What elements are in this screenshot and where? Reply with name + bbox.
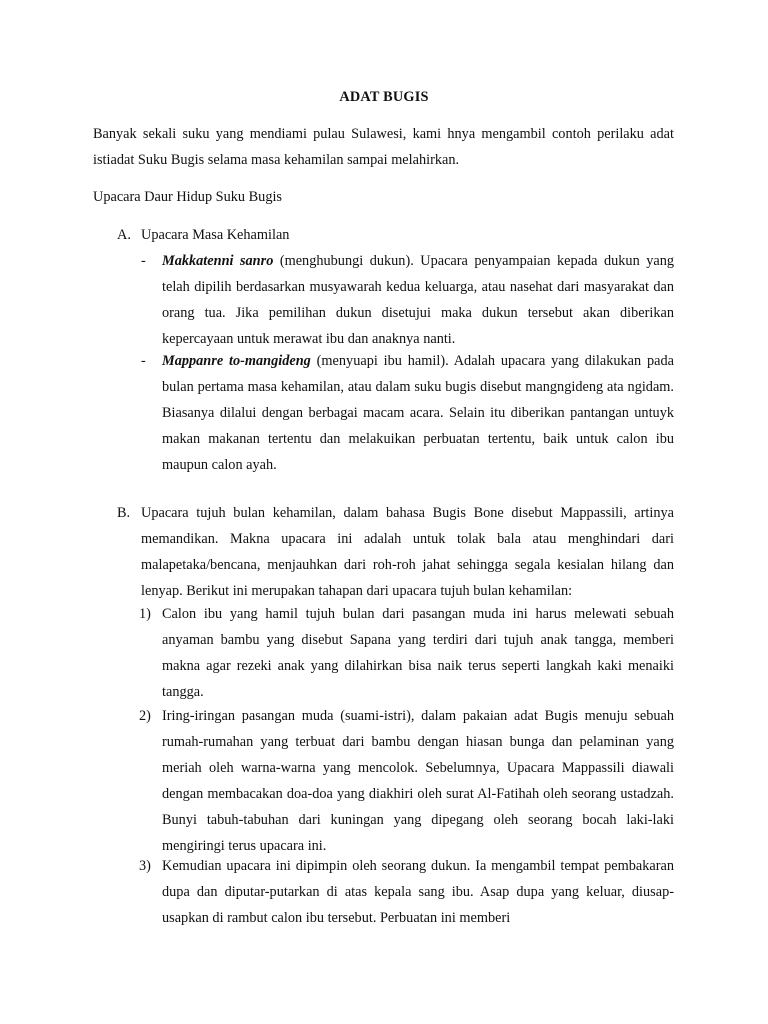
list-item [162,348,674,478]
bullet-dash: - [141,353,146,369]
list-item: Kemudian upacara ini dipimpin oleh seorang dukun. Ia mengambil tempat pembakaran dupa dan diputar-putarkan di atas kepala sang ibu. Asap dupa yang keluar, diusap-usapkan di rambut calon ibu tersebut. Perbuatan ini memberi [162,858,674,926]
step-number: 2) [139,708,151,724]
step-number: 1) [139,606,151,622]
item-text: (menyuapi ibu hamil). Adalah upacara yang dilakukan pada bulan pertama masa kehamilan, atau dalam suku bugis disebut mangngideng ata ngidam. Biasanya dilalui dengan berbagai macam acara. Selain itu diberikan pantangan untuyk makan makanan tertentu dan melakuikan perbuatan tertentu, baik untuk calon ibu maupun calon ayah. [162,353,674,473]
term-label: Makkatenni sanro [162,253,274,269]
intro-paragraph: Banyak sekali suku yang mendiami pulau Sulawesi, kami hnya mengambil contoh perilaku adat istiadat Suku Bugis selama masa kehamilan sampai melahirkan. [93,126,674,168]
bullet-dash: - [141,253,146,269]
section-a-marker: A. [117,227,131,243]
term-label: Mappanre to-mangideng [162,353,311,369]
list-item: Calon ibu yang hamil tujuh bulan dari pasangan muda ini harus melewati sebuah anyaman bambu yang disebut Sapana yang terdiri dari tujuh anak tangga, memberi makna agar rezeki anak yang dilahirkan bisa naik terus seperti langkah kaki menaiki tangga. [162,606,674,700]
list-item [162,248,674,352]
item-text: (menghubungi dukun). Upacara penyampaian kepada dukun yang telah dipilih berdasarkan musyawarah kedua keluarga, atau nasehat dari masyarakat dan orang tua. Jika pemilihan dukun disetujui maka dukun tersebut akan diberikan kepercayaan untuk merawat ibu dan anaknya nanti. [162,253,674,347]
section-b-paragraph: Upacara tujuh bulan kehamilan, dalam bahasa Bugis Bone disebut Mappassili, artinya memandikan. Makna upacara ini adalah untuk tolak bala atau menghindari dari malapetaka/bencana, menjauhkan dari roh-roh jahat sehingga segala kesialan hilang dan lenyap. Berikut ini merupakan tahapan dari upacara tujuh bulan kehamilan: [141,505,674,599]
section-subtitle: Upacara Daur Hidup Suku Bugis [93,189,283,205]
document-title: ADAT BUGIS [339,89,429,105]
section-a-title: Upacara Masa Kehamilan [141,227,290,243]
section-b-marker: B. [117,505,131,521]
list-item: Iring-iringan pasangan muda (suami-istri), dalam pakaian adat Bugis menuju sebuah rumah-rumahan yang terbuat dari bambu dengan hiasan bunga dan pelaminan yang meriah oleh warna-warna yang mencolok. Sebelumnya, Upacara Mappassili diawali dengan membacakan doa-doa yang diakhiri oleh surat Al-Fatihah oleh seorang ustadzah. Bunyi tabuh-tabuhan dari kuningan yang dipegang oleh seorang bocah laki-laki mengiringi terus upacara ini. [162,708,674,854]
step-number: 3) [139,858,151,874]
